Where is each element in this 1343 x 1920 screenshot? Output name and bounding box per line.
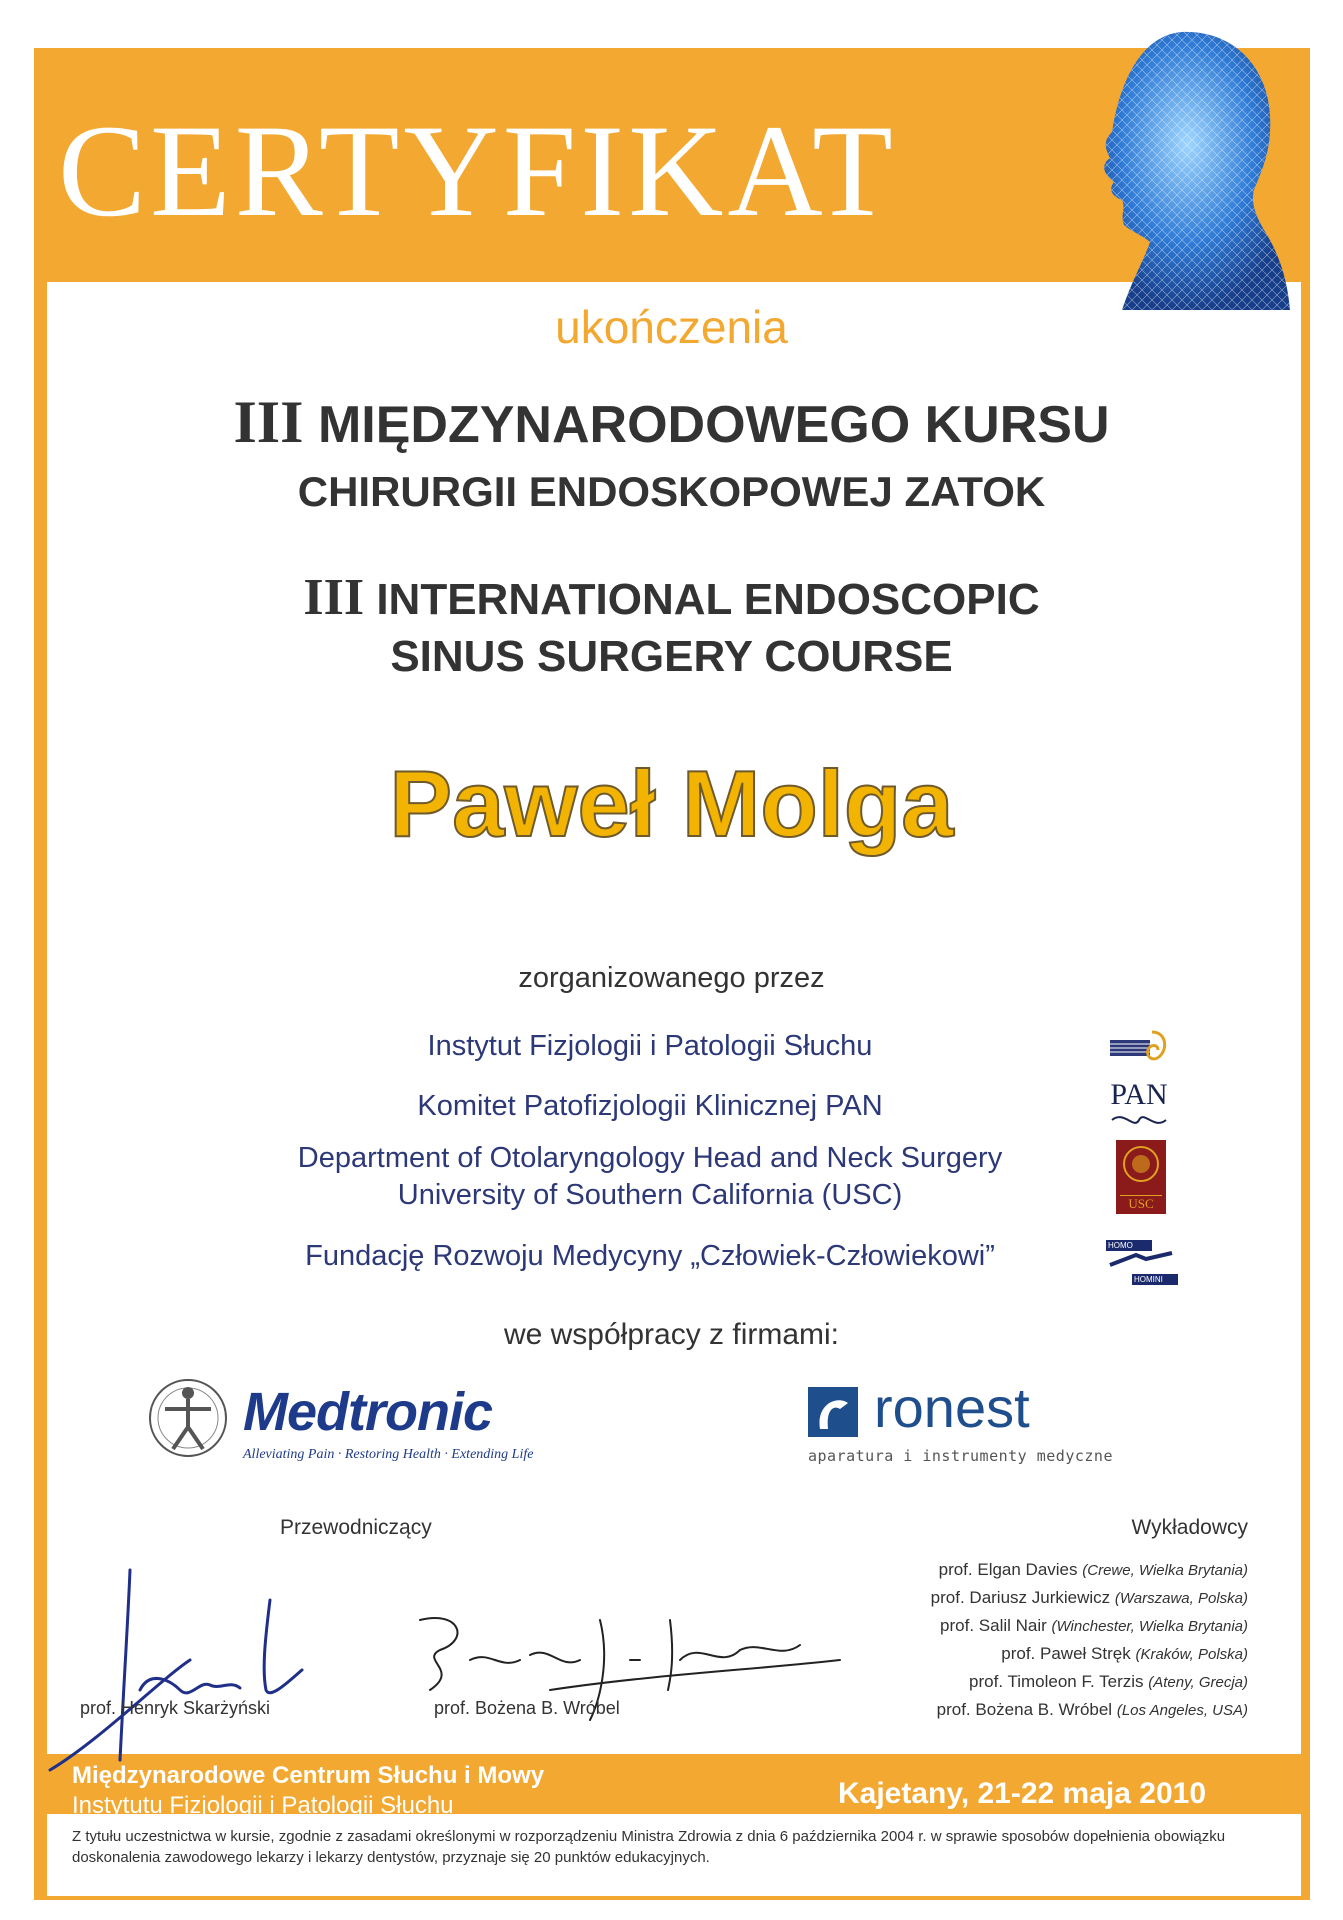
recipient-name: Paweł Molga <box>389 751 954 856</box>
lecturers-list <box>931 1556 1248 1724</box>
lecturer-4 <box>931 1640 1248 1668</box>
homini-text: HOMINI <box>1132 1274 1178 1285</box>
lecturer-signature-name: prof. Bożena B. Wróbel <box>434 1698 620 1718</box>
ronest-tagline: aparatura i instrumenty medyczne <box>808 1447 1113 1465</box>
organizers-heading: zorganizowanego przez <box>518 962 825 994</box>
medtronic-tagline: Alleviating Pain · Restoring Health · Extending Life <box>243 1447 534 1462</box>
pan-logo <box>1104 1080 1174 1132</box>
lecturer-2 <box>931 1584 1248 1612</box>
ifps-logo-icon <box>1108 1028 1170 1068</box>
organizer-committee: Komitet Patofizjologii Klinicznej PAN <box>417 1090 883 1122</box>
medtronic-logo <box>145 1375 605 1470</box>
lecturer-2-place: (Warszawa, Polska) <box>1114 1590 1248 1607</box>
lecturer-3-place: (Winchester, Wielka Brytania) <box>1051 1618 1248 1635</box>
footer-institute-name: Instytutu Fizjologii i Patologii Słuchu <box>72 1792 454 1819</box>
usc-logo-text: USC <box>1120 1195 1162 1212</box>
chair-signature-image <box>40 1560 340 1790</box>
organizer-foundation: Fundację Rozwoju Medycyny „Człowiek-Człowiekowi” <box>305 1240 995 1272</box>
homo-text: HOMO <box>1106 1240 1152 1251</box>
lecturer-5 <box>931 1668 1248 1696</box>
lecturer-3-name: prof. Salil Nair <box>940 1616 1047 1635</box>
course-title-pl-line2: CHIRURGII ENDOSKOPOWEJ ZATOK <box>297 468 1046 515</box>
course-title-en-line2: SINUS SURGERY COURSE <box>390 632 953 681</box>
certificate-subtitle: ukończenia <box>555 301 788 353</box>
lecturer-6-name: prof. Bożena B. Wróbel <box>936 1700 1113 1719</box>
lecturer-4-name: prof. Paweł Stręk <box>1001 1644 1131 1663</box>
organizer-usc-line2: University of Southern California (USC) <box>397 1179 903 1211</box>
hands-icon <box>1106 1251 1178 1269</box>
lecturer-2-name: prof. Dariusz Jurkiewicz <box>930 1588 1111 1607</box>
pan-logo-text: PAN <box>1110 1078 1168 1111</box>
ronest-wordmark: ronest <box>874 1376 1030 1439</box>
pan-swirl-icon <box>1104 1110 1174 1130</box>
course-number-pl: III <box>233 389 304 455</box>
organizer-usc-line1: Department of Otolaryngology Head and Neck Surgery <box>297 1142 1003 1174</box>
certificate-title: CERTYFIKAT <box>58 97 897 244</box>
lecturer-1-place: (Crewe, Wielka Brytania) <box>1082 1562 1248 1579</box>
footer-centre-name: Międzynarodowe Centrum Słuchu i Mowy <box>72 1762 545 1789</box>
lecturer-6 <box>931 1696 1248 1724</box>
lecturer-6-place: (Los Angeles, USA) <box>1116 1702 1248 1719</box>
course-title-pl-line1 <box>0 388 1343 457</box>
footer-place-date: Kajetany, 21-22 maja 2010 <box>838 1777 1207 1810</box>
usc-seal-logo <box>1116 1140 1166 1214</box>
course-title-en-line1 <box>0 568 1343 627</box>
course-title-en-text: INTERNATIONAL ENDOSCOPIC <box>376 575 1040 624</box>
medtronic-wordmark: Medtronic <box>243 1382 493 1442</box>
homo-homini-logo <box>1106 1240 1178 1284</box>
lecturers-label: Wykładowcy <box>1131 1516 1248 1539</box>
lecturer-4-place: (Kraków, Polska) <box>1135 1646 1248 1663</box>
education-points-note: Z tytułu uczestnictwa w kursie, zgodnie z zasadami określonymi w rozporządzeniu Ministra Zdrowia z dnia 6 października 2004 r. w sprawie sposobów dopełnienia obowiązku doskonalenia zawodowego lekarzy i lekarzy dentystów, przyznaje się 20 punktów edukacyjnych. <box>72 1828 1226 1866</box>
medtronic-figure-icon <box>145 1375 231 1461</box>
sponsors-heading: we współpracy z firmami: <box>503 1318 840 1351</box>
course-title-pl-text: MIĘDZYNARODOWEGO KURSU <box>317 396 1110 454</box>
lecturer-1-name: prof. Elgan Davies <box>938 1560 1078 1579</box>
lecturer-5-name: prof. Timoleon F. Terzis <box>969 1672 1144 1691</box>
chair-label: Przewodniczący <box>280 1516 432 1539</box>
usc-seal-icon <box>1116 1140 1166 1190</box>
wireframe-head-icon <box>1062 20 1292 315</box>
organizer-institute: Instytut Fizjologii i Patologii Słuchu <box>427 1030 873 1062</box>
lecturer-1 <box>931 1556 1248 1584</box>
chair-signature-name: prof. Henryk Skarżyński <box>80 1698 271 1718</box>
ronest-logo <box>806 1375 1136 1470</box>
organizer-usc <box>200 1140 1100 1214</box>
ronest-mark-icon <box>806 1385 860 1439</box>
lecturer-3 <box>931 1612 1248 1640</box>
lecturer-5-place: (Ateny, Grecja) <box>1148 1674 1248 1691</box>
course-number-en: III <box>303 569 365 626</box>
